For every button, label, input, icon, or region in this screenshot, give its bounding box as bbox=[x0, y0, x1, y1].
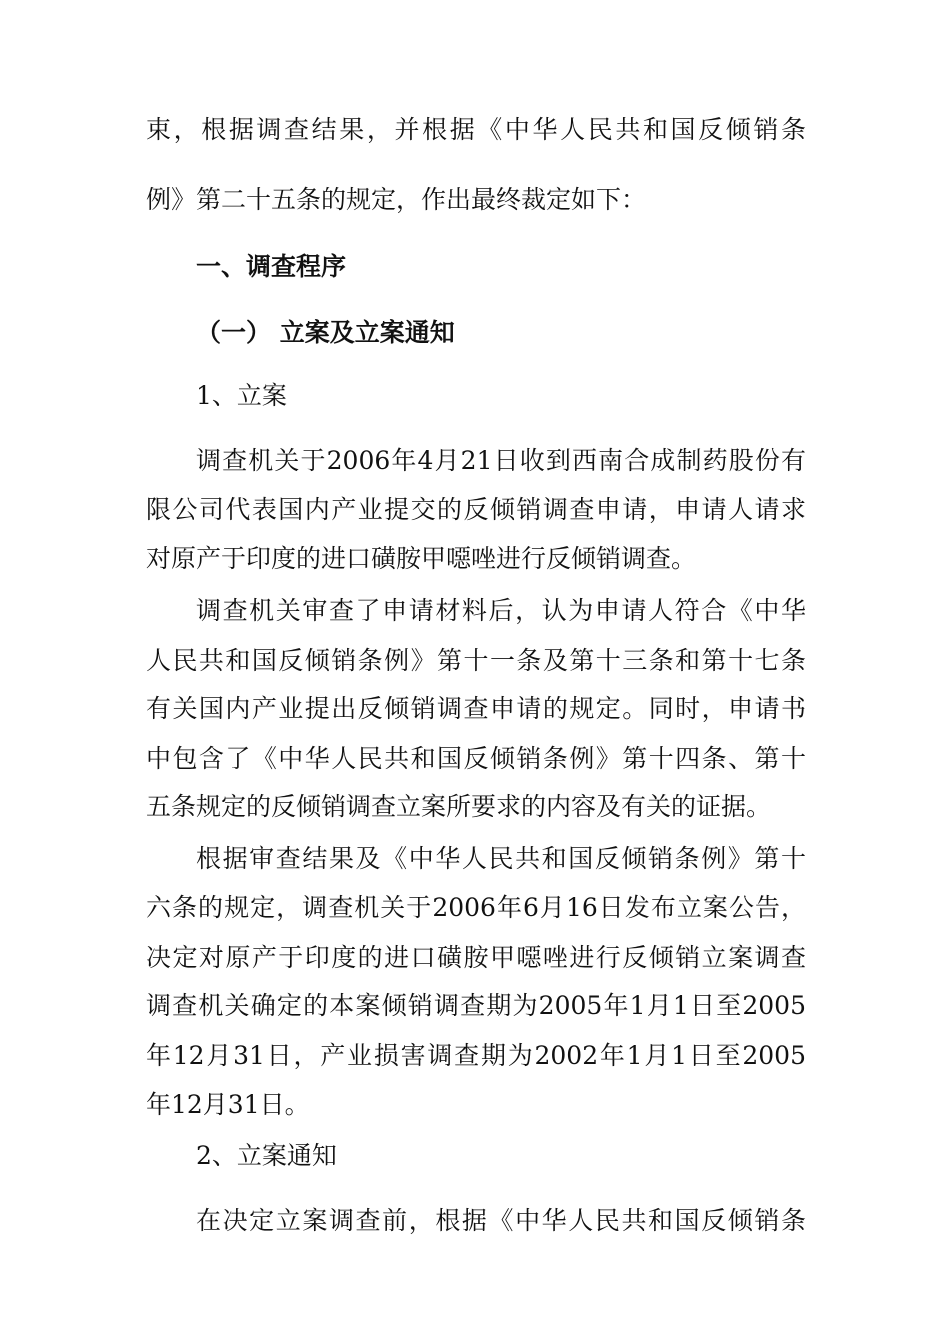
paragraph-line: 束，根据调查结果，并根据《中华人民共和国反倾销条 bbox=[146, 115, 806, 144]
paragraph-line: 中包含了《中华人民共和国反倾销条例》第十四条、第十 bbox=[146, 744, 806, 773]
paragraph-line: 年12月31日。 bbox=[146, 1090, 310, 1119]
paragraph-line: 调查机关于2006年4月21日收到西南合成制药股份有 bbox=[196, 446, 806, 475]
paragraph-line: 人民共和国反倾销条例》第十一条及第十三条和第十七条 bbox=[146, 646, 806, 675]
subsection-heading: （一） 立案及立案通知 bbox=[196, 318, 455, 347]
item-heading: 1、立案 bbox=[196, 381, 287, 410]
paragraph-line: 根据审查结果及《中华人民共和国反倾销条例》第十 bbox=[196, 844, 806, 873]
paragraph-line: 在决定立案调查前，根据《中华人民共和国反倾销条 bbox=[196, 1206, 806, 1235]
paragraph-line: 年12月31日，产业损害调查期为2002年1月1日至2005 bbox=[146, 1041, 806, 1070]
paragraph-line: 调查机关确定的本案倾销调查期为2005年1月1日至2005 bbox=[146, 991, 806, 1020]
item-heading: 2、立案通知 bbox=[196, 1141, 337, 1170]
paragraph-line: 有关国内产业提出反倾销调查申请的规定。同时，申请书 bbox=[146, 694, 806, 723]
paragraph-line: 决定对原产于印度的进口磺胺甲噁唑进行反倾销立案调查 bbox=[146, 943, 806, 972]
paragraph-line: 五条规定的反倾销调查立案所要求的内容及有关的证据。 bbox=[146, 792, 772, 821]
paragraph-line: 对原产于印度的进口磺胺甲噁唑进行反倾销调查。 bbox=[146, 544, 697, 573]
paragraph-line: 六条的规定，调查机关于2006年6月16日发布立案公告， bbox=[146, 893, 806, 922]
section-heading: 一、调查程序 bbox=[196, 252, 347, 281]
paragraph-line: 调查机关审查了申请材料后，认为申请人符合《中华 bbox=[196, 596, 806, 625]
paragraph-line: 限公司代表国内产业提交的反倾销调查申请，申请人请求 bbox=[146, 495, 806, 524]
paragraph-line: 例》第二十五条的规定，作出最终裁定如下： bbox=[146, 185, 647, 214]
